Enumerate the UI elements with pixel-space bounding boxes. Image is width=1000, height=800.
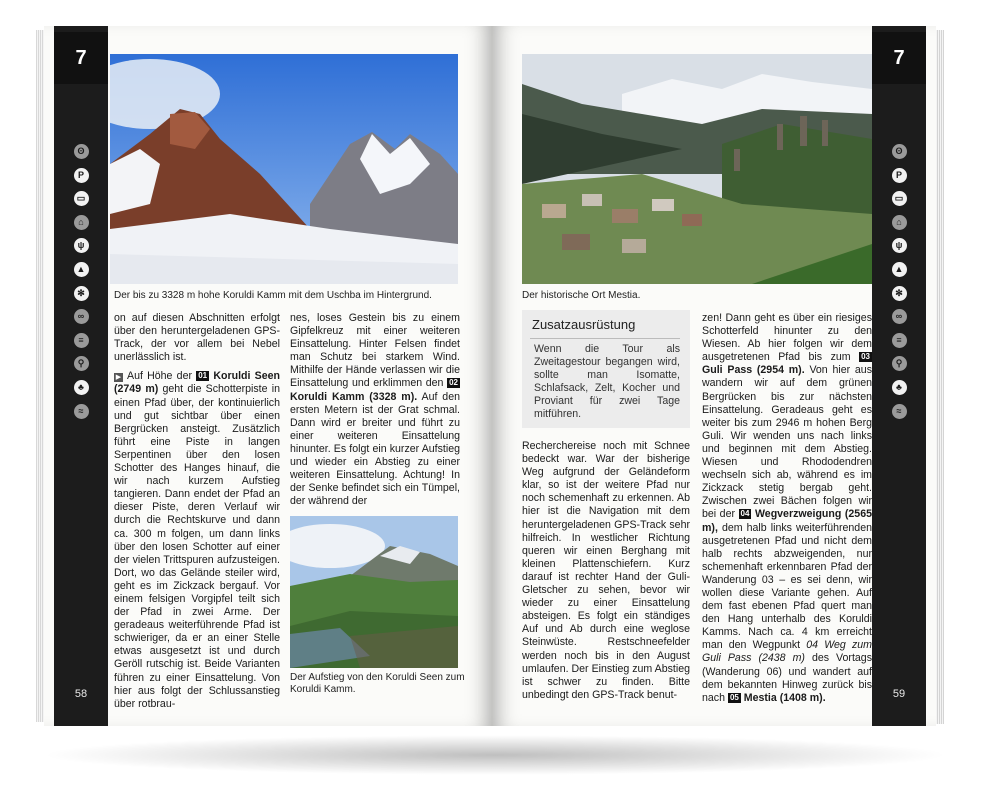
waypoint-name-04: Wegverzweigung (2565 m), <box>702 508 872 534</box>
cable-car-icon: ⌂ <box>892 215 907 230</box>
restaurant-icon: ψ <box>892 238 907 253</box>
text-column-1 <box>114 312 280 717</box>
swimming-icon: ≈ <box>74 404 89 419</box>
parking-icon: P <box>74 168 89 183</box>
text-span: Auf Höhe der <box>127 370 192 383</box>
paragraph <box>114 370 280 710</box>
inset-photo-caption: Der Aufstieg von den Koruldi Seen zum Koruldi Kamm. <box>290 672 465 695</box>
bear-icon: ʘ <box>892 144 907 159</box>
chapter-number: 7 <box>872 32 926 84</box>
ascent-photo <box>290 516 458 668</box>
photo-caption-left: Der bis zu 3328 m hohe Koruldi Kamm mit dem Uschba im Hintergrund. <box>114 290 432 301</box>
direction-arrow-icon: ▶ <box>115 374 122 382</box>
tree-icon: ♣ <box>74 380 89 395</box>
waypoint-badge-05: 05 <box>729 692 739 702</box>
text-span: Von hier aus wandern wir auf dem grünen Bergrücken bis zur nächsten Einsattelung. Geradeaus geht es weiter bis zum 2946 m hohen Berg Guli. Wir wenden uns nach links und beginnen mit dem Abstieg. Wiesen und Rhododendren wechseln sich ab, während es im Zickzack stetig bergab geht. Zwischen zwei Bächen folgen wir bei der <box>702 364 872 521</box>
restaurant-icon: ψ <box>74 238 89 253</box>
sidebar-icons-left <box>54 144 108 427</box>
sidebar-icons-right <box>872 144 926 427</box>
text-span: nes, loses Gestein bis zu einem Gipfelkreuz mit einer weiteren Einsattelung. Hinter Felsen findet man Schutz bei starkem Wind. Mithilfe der Hände verlassen wir die Einsattelung und erklimmen den <box>290 312 460 390</box>
additional-equipment-box <box>522 310 690 428</box>
waypoint-name-02: Koruldi Kamm (3328 m). <box>290 390 418 403</box>
box-title: Zusatzausrüstung <box>532 317 636 332</box>
chapter-sidebar-left <box>54 26 108 726</box>
text-column-4 <box>702 312 872 711</box>
waypoint-reference: 04 Weg zum Guli Pass (2438 m) <box>702 639 872 665</box>
book-shadow <box>40 735 950 775</box>
page-number-right: 59 <box>892 688 906 700</box>
bus-icon: ▭ <box>74 191 89 206</box>
parking-icon: P <box>892 168 907 183</box>
text-span: dem halb links weiterführenden ausgetretenen Pfad und nicht dem halb rechts abzweigenden, nur schemenhaft erkennbaren Pfad der Wanderung 03 – es sei denn, wir wollen diese Variante gehen. Auf dem fast ebenen Pfad quert man den Hang unterhalb des Koruldi Kamms. Nach ca. 4 km erreicht man den Wegpunkt <box>702 521 872 652</box>
paragraph: on auf diesen Abschnitten erfolgt über den heruntergeladenen GPS-Track, der vor allem bei Nebel unerlässlich ist. <box>114 312 280 364</box>
waypoint-badge-04: 04 <box>740 509 750 519</box>
bus-icon: ▭ <box>892 191 907 206</box>
text-span: geht die Schotterpiste in einen Pfad über, der kontinuierlich und gut sichtbar über einen Bergrücken ansteigt. Zusätzlich führt eine Piste in langen Serpentinen über den losen Schotter des Hanges hinauf, die wir nach kurzem Aufstieg tangieren. Dann endet der Pfad an dieser Piste, deren Verlauf wir durch die Rechtskurve und dann ca. 300 m folgen, um dann links über den losen Schotter auf einer der vielen Trittspuren aufzusteigen. Dort, wo das Gelände steiler wird, geht es im Zickzack bergauf. Vor einem felsigen Vorgipfel teilt sich der Pfad in zwei Arme. Der geradeaus weiterführende Pfad ist schwieriger, da er an einer Stelle etwas ausgesetzt ist und durch Geröll rutschig ist. Beide Varianten führen zu einer Einsattelung. Von hier aus folgt der Schlussanstieg über rotbrau- <box>114 383 280 710</box>
cable-car-icon: ⌂ <box>74 215 89 230</box>
waypoint-name-05: Mestia (1408 m). <box>743 691 826 704</box>
snowflake-icon: ✻ <box>74 286 89 301</box>
chapter-number: 7 <box>54 32 108 84</box>
text-span: zen! Dann geht es über ein riesiges Schotterfeld hinunter zu den Wiesen. Ab hier folgen wir dem ausgetretenen Pfad bis zum <box>702 312 872 364</box>
snowflake-icon: ✻ <box>892 286 907 301</box>
photo-caption-right: Der historische Ort Mestia. <box>522 290 641 301</box>
text-column-2 <box>290 312 460 514</box>
waypoint-badge-03: 03 <box>861 352 870 362</box>
page-number-left: 58 <box>74 688 88 700</box>
train-icon: ≡ <box>74 333 89 348</box>
text-span: des Vortags (Wanderung 06) und wandert auf dem bekannten Hinweg zurück bis nach <box>702 652 872 704</box>
mountain-icon: ▲ <box>74 262 89 277</box>
bicycle-icon: ∞ <box>892 309 907 324</box>
train-icon: ≡ <box>892 333 907 348</box>
hiking-icon: ⚲ <box>74 356 89 371</box>
text-span: Auf den ersten Metern ist der Grat schmal. Dann wird er breiter und führt zu einer weiteren Einsattelung hinunter. Es folgt ein kurzer Aufstieg und wieder ein Abstieg zu einer weiteren Einsattelung. Achtung! In der Senke befindet sich ein Tümpel, der während der <box>290 390 460 508</box>
mestia-photo <box>522 54 872 284</box>
chapter-sidebar-right <box>872 26 926 726</box>
paragraph: Recherchereise noch mit Schnee bedeckt war. War der bisherige Weg aufgrund der Geländeform klar, so ist der weitere Pfad nur noch schemenhaft zu erkennen. Ab hier ist die Navigation mit dem heruntergeladenen GPS-Track sehr hilfreich. In westlicher Richtung queren wir einen Berghang mit kleinen Plattenschiefern. Kurz darauf ist rechter Hand der Guli-Gletscher zu sehen, bevor wir wieder zu einer Einsattelung absteigen. Es folgt ein ständiges Auf und Ab durch eine weglose Steinwüste. Restschneefelder werden noch bis in den August umlaufen. Der Einstieg zum Abstieg ist schwer zu finden. Bitte unbedingt den GPS-Track benut- <box>522 440 690 701</box>
waypoint-badge-01: 01 <box>198 371 208 381</box>
left-page <box>44 26 492 726</box>
bear-icon: ʘ <box>74 144 89 159</box>
paragraph <box>702 312 872 705</box>
waypoint-name-01: Koruldi Seen (2749 m) <box>114 370 280 396</box>
waypoint-name-03: Guli Pass (2954 m). <box>702 364 805 377</box>
text-column-3 <box>522 440 690 708</box>
right-page <box>492 26 936 726</box>
mountain-icon: ▲ <box>892 262 907 277</box>
hiking-icon: ⚲ <box>892 356 907 371</box>
paragraph <box>290 312 460 508</box>
waypoint-badge-02: 02 <box>449 378 459 388</box>
box-text: Wenn die Tour als Zweitagestour begangen wird, sollte man Isomatte, Schlafsack, Zelt, Kocher und Proviant für zwei Tage mitführen. <box>534 343 680 421</box>
koruldi-ridge-photo <box>110 54 458 284</box>
bicycle-icon: ∞ <box>74 309 89 324</box>
tree-icon: ♣ <box>892 380 907 395</box>
swimming-icon: ≈ <box>892 404 907 419</box>
